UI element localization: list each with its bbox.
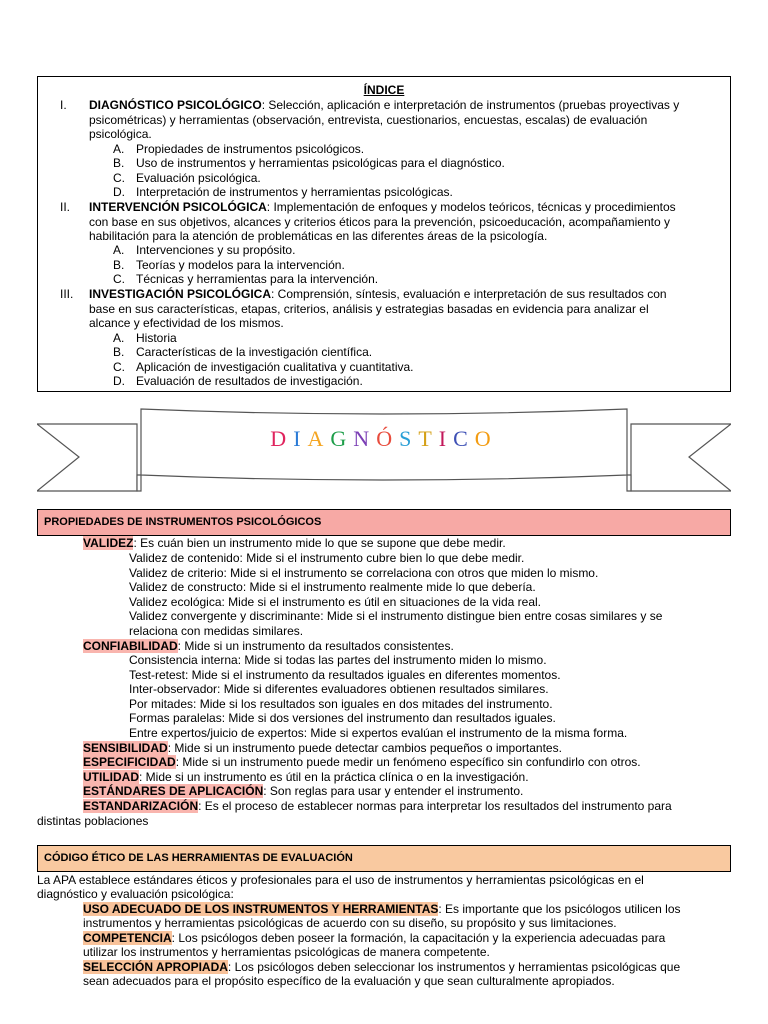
validez-line: VALIDEZ: Es cuán bien un instrumento mide lo que se supone que debe medir.: [83, 536, 506, 550]
index-item-3-line1: : Comprensión, síntesis, evaluación e interpretación de sus resultados con: [271, 287, 667, 301]
index-item-2-line3: habilitación para la atención de problemáticas en las diferentes áreas de la psicología.: [89, 229, 548, 244]
confiabilidad-item: Por mitades: Mide si los resultados son iguales en dos mitades del instrumento.: [129, 697, 553, 711]
index-item-1: [89, 98, 729, 142]
seleccion-cont: sean adecuados para el propósito específico de la evaluación y que sean culturalmente apropiados.: [83, 974, 615, 988]
competencia-cont: utilizar los instrumentos y herramientas psicológicas de manera competente.: [83, 945, 490, 959]
index-title: ÍNDICE: [363, 83, 405, 97]
banner-letter: A: [307, 426, 331, 451]
seleccion-line: SELECCIÓN APROPIADA: Los psicólogos deben seleccionar los instrumentos y herramientas psicológicas que: [83, 960, 681, 974]
index-item-1-heading: DIAGNÓSTICO PSICOLÓGICO: [89, 98, 262, 112]
validez-item: relaciona con medidas similares.: [129, 624, 304, 638]
especificidad-line: ESPECIFICIDAD: Mide si un instrumento puede medir un fenómeno específico sin confundirlo con otros.: [83, 755, 641, 769]
confiabilidad-line: CONFIABILIDAD: Mide si un instrumento da resultados consistentes.: [83, 639, 454, 653]
section-header-codigo-etico: CÓDIGO ÉTICO DE LAS HERRAMIENTAS DE EVALUACIÓN: [37, 845, 731, 872]
validez-item: Validez ecológica: Mide si el instrumento es útil en situaciones de la vida real.: [129, 595, 541, 609]
estandarizacion-line: ESTANDARIZACIÓN: Es el proceso de establecer normas para interpretar los resultados del instrumento para: [83, 799, 672, 813]
banner-letter: D: [270, 426, 294, 451]
confiabilidad-item: Entre expertos/juicio de expertos: Mide si expertos evalúan el instrumento de la misma forma.: [129, 726, 628, 740]
banner-letter: I: [438, 426, 454, 451]
index-item-3-line3: alcance y efectividad de los mismos.: [89, 316, 284, 331]
validez-item: Validez de constructo: Mide si el instrumento realmente mide lo que debería.: [129, 580, 536, 594]
index-item-3-heading: INVESTIGACIÓN PSICOLÓGICA: [89, 287, 272, 301]
index-item-2-line1: : Implementación de enfoques y modelos teóricos, técnicas y procedimientos: [266, 200, 676, 214]
uso-adecuado-line: USO ADECUADO DE LOS INSTRUMENTOS Y HERRAMIENTAS: Es importante que los psicólogos utilicen los: [83, 902, 681, 916]
section-header-propiedades: PROPIEDADES DE INSTRUMENTOS PSICOLÓGICOS: [37, 509, 731, 536]
codigo-intro: La APA establece estándares éticos y profesionales para el uso de instrumentos y herramientas psicológicas en el: [37, 873, 644, 887]
index-item-2-line2: con base en sus objetivos, alcances y criterios éticos para la prevención, psicoeducación, acompañamiento y: [89, 214, 670, 229]
utilidad-line: UTILIDAD: Mide si un instrumento es útil en la práctica clínica o en la investigación.: [83, 770, 529, 784]
banner-letter: G: [330, 426, 354, 451]
index-item-3: [89, 287, 729, 331]
banner-letter: I: [293, 426, 308, 451]
validez-item: Validez de criterio: Mide si el instrumento se correlaciona con otros que miden lo mismo.: [129, 566, 599, 580]
confiabilidad-item: Consistencia interna: Mide si todas las partes del instrumento miden lo mismo.: [129, 653, 547, 667]
diagnostico-banner: [37, 405, 731, 493]
index-item-1-line2: psicométricas) y herramientas (observación, entrevista, cuestionarios, encuestas, escalas) de evaluación: [89, 112, 648, 127]
index-item-3-line2: base en sus características, etapas, criterios, análisis y estrategias basadas en evidencia para analizar el: [89, 301, 649, 316]
uso-adecuado-cont: instrumentos y herramientas psicológicas de acuerdo con su diseño, su propósito y sus limitaciones.: [83, 916, 617, 930]
validez-item: Validez convergente y discriminante: Mide si el instrumento distingue bien entre cosas similares y se: [129, 609, 663, 623]
index-item-2: [89, 200, 729, 244]
banner-title: [37, 426, 731, 452]
confiabilidad-item: Inter-observador: Mide si diferentes evaluadores obtienen resultados similares.: [129, 682, 549, 696]
codigo-intro: diagnóstico y evaluación psicológica:: [37, 887, 234, 901]
validez-term: VALIDEZ: [83, 536, 134, 550]
banner-letter: T: [418, 426, 439, 451]
index-numeral-1: I.: [60, 98, 67, 112]
banner-letter: C: [453, 426, 475, 451]
index-box: ÍNDICE I. DIAGNÓSTICO PSICOLÓGICO: Selección, aplicación e interpretación de instrumentos (pruebas proyectivas y psicométricas) y herramientas (observación, entrevista, cuestionarios, encuestas, escalas) de evaluación psicológica. A. Propiedades de instrumentos psicológicos. B. Uso de instrumentos y herramientas psicológicas para el diagnóstico. C. Evaluación psicológica. D. Interpretación de instrumentos y herramientas psicológicas. II. INTERVENCIÓN PSICOLÓGICA: Implementación de enfoques y modelos teóricos, técnicas y procedimientos con base en sus objetivos, alcances y criterios éticos para la prevención, psicoeducación, acompañamiento y habilitación para la atención de problemáticas en las diferentes áreas de la psicología. A. Intervenciones y su propósito. B. Teorías y modelos para la intervención. C. Técnicas y herramientas para la intervención. III. INVESTIGACIÓN PSICOLÓGICA: Comprensión, síntesis, evaluación e interpretación de sus resultados con base en sus características, etapas, criterios, análisis y estrategias basadas en evidencia para analizar el alcance y efectividad de los mismos. A. Historia B. Características de la investigación científica. C. Aplicación de investigación cualitativa y cuantitativa. D. Evaluación de resultados de investigación.: [37, 76, 731, 392]
estandarizacion-cont: distintas poblaciones: [37, 814, 149, 828]
banner-letter: N: [353, 426, 377, 451]
index-item-1-line3: psicológica.: [89, 127, 152, 142]
banner-letter: Ó: [376, 426, 400, 451]
index-numeral-3: III.: [60, 287, 74, 301]
confiabilidad-term: CONFIABILIDAD: [83, 639, 178, 653]
confiabilidad-item: Test-retest: Mide si el instrumento da resultados iguales en diferentes momentos.: [129, 668, 561, 682]
confiabilidad-item: Formas paralelas: Mide si dos versiones del instrumento dan resultados iguales.: [129, 711, 556, 725]
index-item-2-heading: INTERVENCIÓN PSICOLÓGICA: [89, 200, 267, 214]
validez-item: Validez de contenido: Mide si el instrumento cubre bien lo que debe medir.: [129, 551, 525, 565]
index-item-1-line1: : Selección, aplicación e interpretación de instrumentos (pruebas proyectivas y: [261, 98, 680, 112]
banner-letter: S: [399, 426, 419, 451]
banner-letter: O: [474, 426, 498, 451]
sensibilidad-line: SENSIBILIDAD: Mide si un instrumento puede detectar cambios pequeños o importantes.: [83, 741, 562, 755]
index-numeral-2: II.: [60, 200, 71, 214]
competencia-line: COMPETENCIA: Los psicólogos deben poseer la formación, la capacitación y la experiencia adecuadas para: [83, 931, 666, 945]
estandares-line: ESTÁNDARES DE APLICACIÓN: Son reglas para usar y entender el instrumento.: [83, 784, 524, 798]
